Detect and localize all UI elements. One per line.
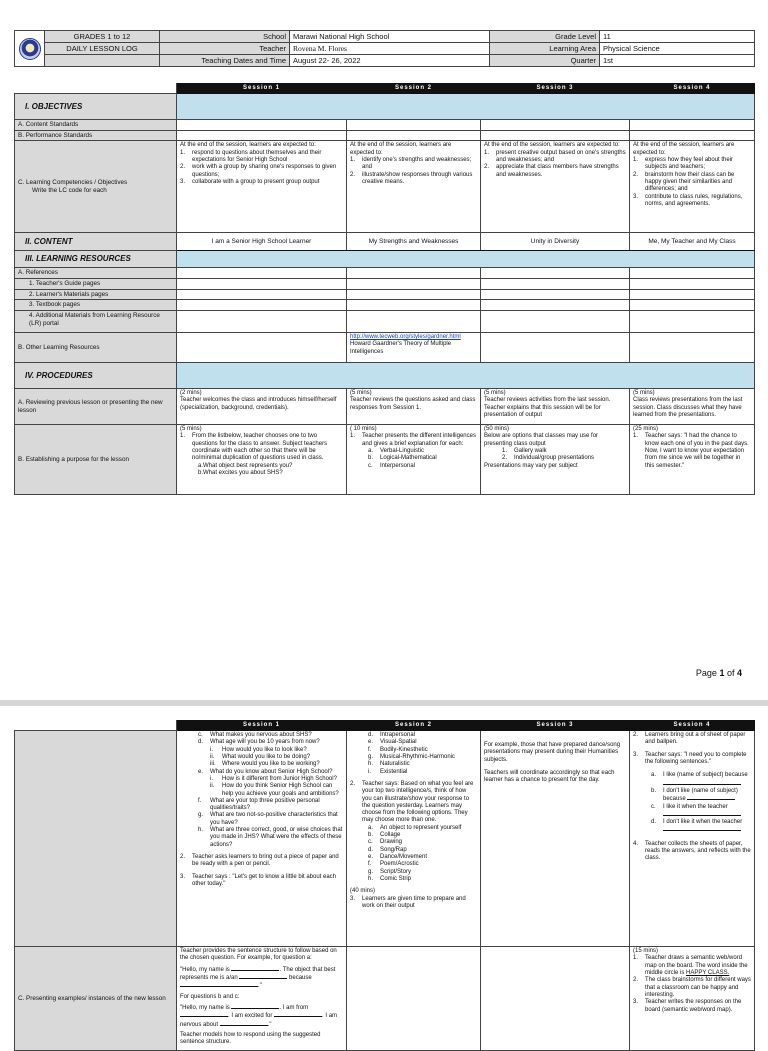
performance-standards-label: B. Performance Standards [15,130,177,141]
content-heading: II. CONTENT [15,233,177,251]
seal-icon [19,38,41,60]
establishing-cont-session-2: d. Intrapersonal e. Visual-Spatial f. Bodily-Kinesthetic g. Musical-Rhythmic-Harmonic h. Naturalistic i. Existential 2. Teacher says: Based on what you feel are your top two intelligence/s, think of how you can illustrate/show your response to the question yesterday. Learners may choose from the following options. They may choose more than one. a. An object to represent yourself b. Collage c. Drawing d. Song/Rap e. Dance/Movement f. Poem/Acrostic g. Script/Story h. Comic Strip (40 mins) 3. Learners are given time to prepare and work on their output [347,731,481,947]
presenting-row [15,947,755,1051]
reviewing-label: A. Reviewing previous lesson or presenting the new lesson [15,389,177,425]
establishing-cont-session-4: 2. Learners bring out a of sheet of paper and ballpen. 3. Teacher says: "I need you to complete the following sentences." a. I like (name of subject) because b. I don't like (name of subject) because c. I like it when the teacher d. I don't like it when the teacher 4. Teacher collects the sheets of paper, reads the answers, and reflects with the class. [630,731,755,947]
references-label: A. References [15,268,177,279]
content-session-4: Me, My Teacher and My Class [630,233,755,251]
competencies-session-3: At the end of the session, learners are expected to: 1. present creative output based on one's strengths and weaknesses; and 2. appreciate that class members have strengths and weaknesses. [481,141,630,233]
session-2-header-2: Session 2 [347,721,481,731]
deped-logo [15,31,45,67]
quarter-label: Quarter [490,55,600,67]
procedures-heading: IV. PROCEDURES [15,363,177,389]
session-1-header-2: Session 1 [177,721,347,731]
establishing-continued-row [15,731,755,947]
teacher-label: Teacher [160,43,290,55]
document-page-2 [0,706,768,1046]
title-blank-cell [45,55,160,67]
grade-level-value: 11 [600,31,755,43]
grades-title: GRADES 1 to 12 [45,31,160,43]
establishing-session-3: (50 mins) Below are options that classes may use for presenting class output 1. Gallery walk 2. Individual/group presentations Presentations may vary per subject [481,425,630,495]
reviewing-session-3: (5 mins) Teacher reviews activities from the last session. Teacher explains that this session will be for presentation of output [481,389,630,425]
dates-label: Teaching Dates and Time [160,55,290,67]
content-session-2: My Strengths and Weaknesses [347,233,481,251]
additional-materials-label: 4. Additional Materials from Learning Resource (LR) portal [15,311,177,333]
session-3-header-2: Session 3 [481,721,630,731]
session-3-header: Session 3 [481,84,630,94]
session-header-row-2 [15,721,755,731]
competencies-session-1: At the end of the session, learners are expected to: 1. respond to questions about themselves and their expectations for Senior High School 2. work with a group by sharing one's responses to given questions; 3. collaborate with a group to present group output [177,141,347,233]
corner-cell [15,84,177,94]
session-4-header: Session 4 [630,84,755,94]
grade-level-label: Grade Level [490,31,600,43]
content-row [15,233,755,251]
establishing-session-2: ( 10 mins) 1. Teacher presents the different intelligences and gives a brief explanation for each: a. Verbal-Linguistic b. Logical-Mathematical c. Interpersonal [347,425,481,495]
content-standards-label: A. Content Standards [15,120,177,131]
school-value: Marawi National High School [290,31,490,43]
competencies-label: C. Learning Competencies / Objectives Write the LC code for each [15,141,177,233]
session-2-header: Session 2 [347,84,481,94]
competencies-row [15,141,755,233]
establishing-session-4: (25 mins) 1. Teacher says: "I had the chance to know each one of you in the past days. Now, I want to know your expectation from me since we will be together in this semester." [630,425,755,495]
quarter-value: 1st [600,55,755,67]
dll-title: DAILY LESSON LOG [45,43,160,55]
presenting-session-1: Teacher provides the sentence structure to follow based on the chosen question. For example, for question a: "Hello, my name is . The object that best represents me is a/an because ." For questions b and c: "Hello, my name is . I am from . I am excited for . I am nervous about ." Teacher models how to respond using the suggested sentence structure. [177,947,347,1051]
learning-area-label: Learning Area [490,43,600,55]
session-header-row [15,84,755,94]
establishing-cont-session-1: c. What makes you nervous about SHS? d. What age will you be 10 years from now? i. How would you like to look like? ii. What would you like to be doing? iii. Where would you like to be working? e. What do you know about Senior High School? i. How is it different from Junior High School? ii. How do you think Senior High School can help you achieve your goals and ambitions? f. What are your top three positive personal qualities/traits? g. What are two not-so-positive characteristics that you have? h. What are three correct, good, or wise choices that you made in JHS? What were the effects of these actions? 2. Teacher asks learners to bring out a piece of paper and be ready with a pen or pencil. 3. Teacher says : "Let's get to know a little bit about each other today." [177,731,347,947]
reviewing-session-2: (5 mins) Teacher reviews the questions asked and class responses from Session 1. [347,389,481,425]
lesson-log-table-continued [14,720,755,1051]
presenting-label: C. Presenting examples/ instances of the new lesson [15,947,177,1051]
session-4-header-2: Session 4 [630,721,755,731]
establishing-cont-session-3: For example, those that have prepared dance/song presentations may present during their Humanities subjects. Teachers will coordinate accordingly so that each learner has a chance to present for the day. [481,731,630,947]
dates-value: August 22- 26, 2022 [290,55,490,67]
lesson-log-table [14,83,755,495]
textbook-pages-label: 3. Textbook pages [15,300,177,311]
other-resources-session-2: http://www.tecweb.org/styles/gardner.html Howard Gaardner's Theory of Multiple Intelligences [347,333,481,363]
objectives-band [177,94,755,120]
school-label: School [160,31,290,43]
tg-pages-label: 1. Teacher's Guide pages [15,279,177,290]
presenting-session-4: (15 mins) 1. Teacher draws a semantic web/word map on the board. The word inside the middle circle is HAPPY CLASS. 2. The class brainstorms for different ways that a classroom can be happy and interesting. 3. Teacher writes the responses on the board (semantic web/word map). [630,947,755,1051]
gardner-link[interactable]: http://www.tecweb.org/styles/gardner.html [350,334,461,341]
content-session-1: I am a Senior High School Learner [177,233,347,251]
other-resources-label: B. Other Learning Resources [15,333,177,363]
page-number: Page 1 of 4 [695,668,742,678]
establishing-row [15,425,755,495]
establishing-session-1: (5 mins) 1. From the listbelow, teacher chooses one to two questions for the class to answer. Subject teachers coordinate with each other so that there will be no/minimal duplication of questions used in class. a.What object best represents you? b.What excites you about SHS? [177,425,347,495]
teacher-value: Rovena M. Flores [290,43,490,55]
resources-band [177,251,755,268]
reviewing-row [15,389,755,425]
lm-pages-label: 2. Learner's Materials pages [15,289,177,300]
competencies-session-4: At the end of the session, learners are expected to: 1. express how they feel about their subjects and teachers; 2. brainstorm how their class can be happy given their similarities and differences; and 3. contribute to class rules, regulations, norms, and agreements. [630,141,755,233]
learning-area-value: Physical Science [600,43,755,55]
reviewing-session-1: (2 mins) Teacher welcomes the class and introduces himself/herself (specialization, background, credentials). [177,389,347,425]
establishing-label: B. Establishing a purpose for the lesson [15,425,177,495]
competencies-session-2: At the end of the session, learners are expected to: 1. identify one's strengths and weaknesses; and 2. illustrate/show responses through various creative means. [347,141,481,233]
procedures-band [177,363,755,389]
resources-heading: III. LEARNING RESOURCES [15,251,177,268]
objectives-heading: I. OBJECTIVES [15,94,177,120]
establishing-continued-label [15,731,177,947]
header-table [14,30,755,67]
session-1-header: Session 1 [177,84,347,94]
reviewing-session-4: (5 mins) Class reviews presentations from the last session. Class discusses what they have learned from the presentations. [630,389,755,425]
content-session-3: Unity in Diversity [481,233,630,251]
